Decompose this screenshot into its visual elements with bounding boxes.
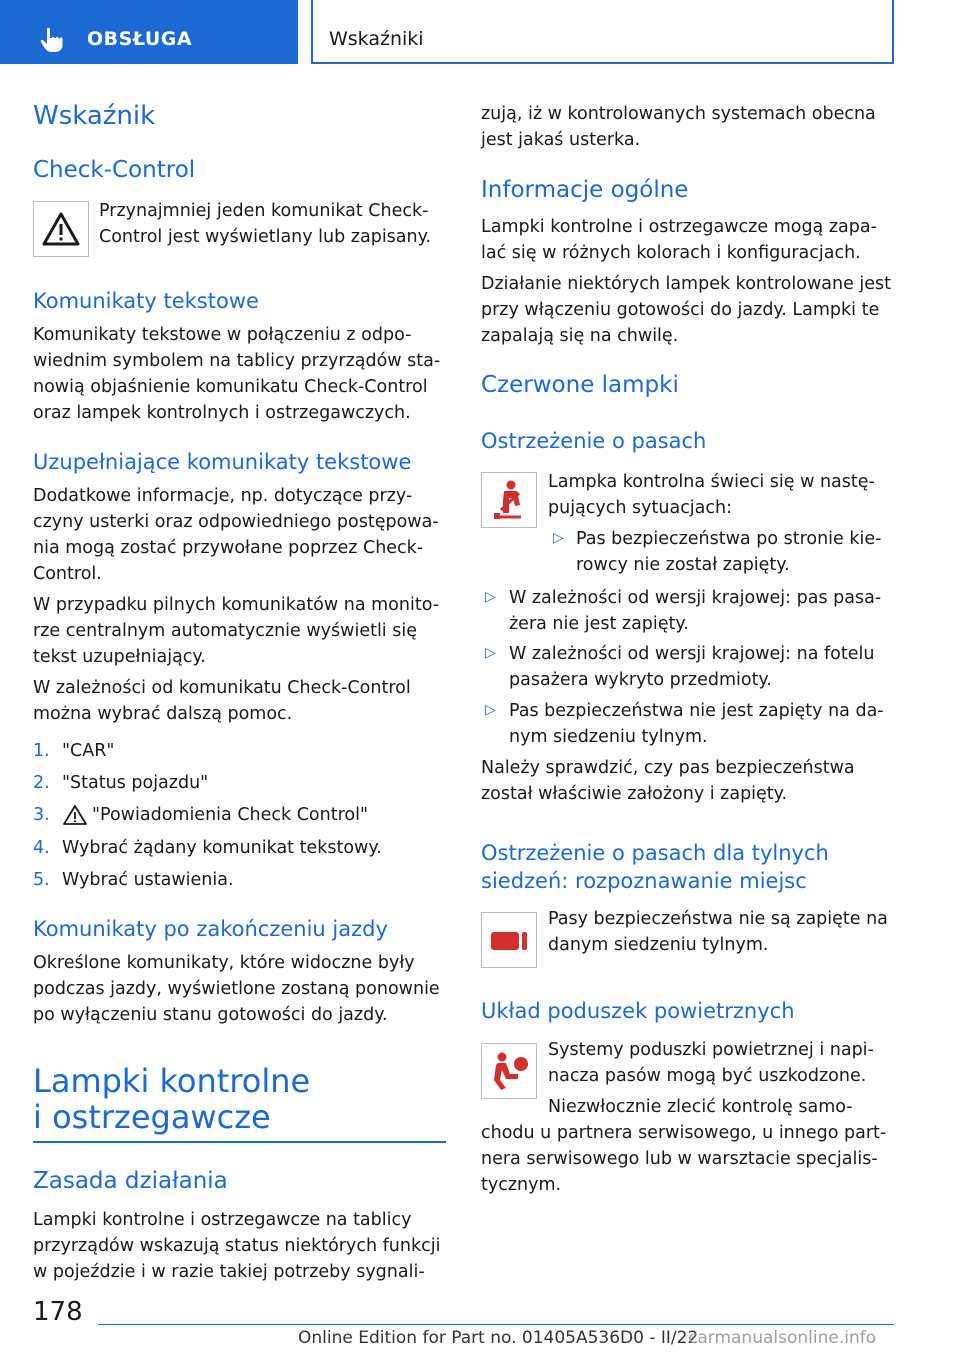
step-number: 3. — [33, 805, 50, 825]
b2-line-2: żera nie jest zapięty. — [509, 614, 689, 634]
cont-line-2: jest jakaś usterka. — [481, 130, 641, 150]
uz-line-2: czyny usterki oraz odpowiedniego postępowa- — [33, 512, 439, 532]
os-line-2: pujących sytuacjach: — [548, 498, 733, 518]
section-title: OBSŁUGA — [87, 28, 193, 50]
step-number: 5. — [33, 870, 50, 890]
step-text: "Powiadomienia Check Control" — [92, 805, 369, 825]
kom-line-2: wiednim symbolem na tablicy przyrządów sta- — [33, 351, 441, 371]
ni-line-2: chodu u partnera serwisowego, u innego part- — [481, 1123, 887, 1143]
step-text: Wybrać ustawienia. — [62, 870, 234, 890]
rear-seat-icon-box — [481, 912, 537, 968]
bullet-triangle-icon: ▷ — [553, 530, 564, 546]
step-text: "Status pojazdu" — [62, 773, 209, 793]
zas-line-1: Lampki kontrolne i ostrzegawcze na tablicy — [33, 1210, 412, 1230]
heading-czerwone: Czerwone lampki — [481, 372, 679, 398]
heading-po-jazdy: Komunikaty po zakończeniu jazdy — [33, 917, 388, 941]
po-line-2: podczas jazdy, wyświetlone zostaną ponownie — [33, 979, 440, 999]
ni-line-4: tycznym. — [481, 1175, 562, 1195]
step-number: 1. — [33, 741, 50, 761]
zal-line-1: W zależności od komunikatu Check-Control — [33, 678, 411, 698]
section-tab[interactable] — [0, 0, 298, 64]
heading-informacje: Informacje ogólne — [481, 177, 689, 203]
ni-line-1: Niezwłocznie zlecić kontrolę samo- — [548, 1097, 853, 1117]
bullet-triangle-icon: ▷ — [485, 645, 496, 661]
ni-line-3: nera serwisowego lub w warsztacie specjalis- — [481, 1149, 878, 1169]
warning-triangle-icon — [41, 211, 81, 247]
b4-line-2: nym siedzeniu tylnym. — [509, 727, 708, 747]
page-number: 178 — [33, 1297, 83, 1327]
seatbelt-icon-box — [481, 472, 537, 528]
po-line-3: po wyłączeniu stanu gotowości do jazdy. — [33, 1005, 388, 1025]
os-line-1: Lampka kontrolna świeci się w nastę- — [548, 472, 875, 492]
dz-line-2: przy włączeniu gotowości do jazdy. Lampki te — [481, 300, 880, 320]
uz-line-4: Control. — [33, 564, 102, 584]
ty-line-1: Pasy bezpieczeństwa nie są zapięte na — [548, 909, 888, 929]
warning-icon-box — [33, 201, 89, 257]
pil-line-3: tekst uzupełniający. — [33, 647, 206, 667]
heading-tylne-2: siedzeń: rozpoznawanie miejsc — [481, 869, 807, 893]
pil-line-2: rze centralnym automatycznie wyświetli się — [33, 621, 417, 641]
ty-line-2: danym siedzeniu tylnym. — [548, 935, 769, 955]
uz-line-3: nia mogą zostać przywołane poprzez Check- — [33, 538, 424, 558]
kom-line-1: Komunikaty tekstowe w połączeniu z odpo- — [33, 325, 412, 345]
heading-uzupelniajace: Uzupełniające komunikaty tekstowe — [33, 450, 412, 474]
edition-info: Online Edition for Part no. 01405A536D0 - II/22 — [298, 1328, 699, 1348]
heading-check-control: Check-Control — [33, 157, 196, 183]
check-text-2: Control jest wyświetlany lub zapisany. — [99, 227, 432, 247]
heading-wskaznik: Wskaźnik — [33, 101, 156, 131]
uk-line-1: Systemy poduszki powietrznej i napi- — [548, 1040, 874, 1060]
b1-line-1: Pas bezpieczeństwa po stronie kie- — [576, 529, 882, 549]
b3-line-2: pasażera wykryto przedmioty. — [509, 670, 772, 690]
bullet-triangle-icon: ▷ — [485, 589, 496, 605]
heading-lampki-1: Lampki kontrolne — [33, 1062, 311, 1100]
heading-komunikaty: Komunikaty tekstowe — [33, 289, 259, 313]
section-divider — [33, 1141, 446, 1143]
airbag-icon-box — [481, 1043, 537, 1099]
heading-zasada: Zasada działania — [33, 1168, 228, 1194]
inf-line-1: Lampki kontrolne i ostrzegawcze mogą zapa- — [481, 217, 877, 237]
hand-pointer-icon — [38, 26, 66, 54]
kom-line-4: oraz lampek kontrolnych i ostrzegawczych. — [33, 403, 411, 423]
step-number: 4. — [33, 838, 50, 858]
chapter-header — [311, 0, 894, 64]
warning-triangle-icon — [62, 804, 88, 826]
cont-line-1: zują, iż w kontrolowanych systemach obecna — [481, 104, 876, 124]
zal-line-2: można wybrać dalszą pomoc. — [33, 704, 293, 724]
b4-line-1: Pas bezpieczeństwa nie jest zapięty na da- — [509, 701, 884, 721]
step-text: Wybrać żądany komunikat tekstowy. — [62, 838, 382, 858]
heading-uklad: Układ poduszek powietrznych — [481, 999, 795, 1023]
watermark: carmanualsonline.info — [688, 1328, 877, 1348]
b3-line-1: W zależności od wersji krajowej: na fotelu — [509, 644, 875, 664]
bullet-triangle-icon: ▷ — [485, 702, 496, 718]
po-line-1: Określone komunikaty, które widoczne były — [33, 953, 415, 973]
kom-line-3: nowią objaśnienie komunikatu Check-Control — [33, 377, 428, 397]
airbag-icon — [488, 1050, 530, 1092]
inf-line-2: lać się w różnych kolorach i konfiguracjach. — [481, 243, 861, 263]
heading-tylne-1: Ostrzeżenie o pasach dla tylnych — [481, 841, 829, 865]
zas-line-2: przyrządów wskazują status niektórych funkcji — [33, 1236, 441, 1256]
pil-line-1: W przypadku pilnych komunikatów na monito- — [33, 595, 440, 615]
footer-divider — [98, 1324, 894, 1325]
uk-line-2: nacza pasów mogą być uszkodzone. — [548, 1066, 867, 1086]
step-text: "CAR" — [62, 741, 115, 761]
b1-line-2: rowcy nie został zapięty. — [576, 555, 790, 575]
sp-line-2: został właściwie założony i zapięty. — [481, 784, 788, 804]
b2-line-1: W zależności od wersji krajowej: pas pasa- — [509, 588, 882, 608]
check-text-1: Przynajmniej jeden komunikat Check- — [99, 201, 429, 221]
sp-line-1: Należy sprawdzić, czy pas bezpieczeństwa — [481, 758, 855, 778]
chapter-title: Wskaźniki — [329, 28, 424, 50]
step-number: 2. — [33, 773, 50, 793]
dz-line-1: Działanie niektórych lampek kontrolowane jest — [481, 274, 892, 294]
heading-lampki-2: i ostrzegawcze — [33, 1098, 271, 1136]
seatbelt-icon — [489, 479, 529, 521]
rear-seat-icon — [489, 925, 529, 955]
uz-line-1: Dodatkowe informacje, np. dotyczące przy- — [33, 486, 413, 506]
heading-ostrzezenie: Ostrzeżenie o pasach — [481, 429, 707, 453]
dz-line-3: zapalają się na chwilę. — [481, 326, 679, 346]
zas-line-3: w pojeździe i w razie takiej potrzeby sygnali- — [33, 1262, 425, 1282]
